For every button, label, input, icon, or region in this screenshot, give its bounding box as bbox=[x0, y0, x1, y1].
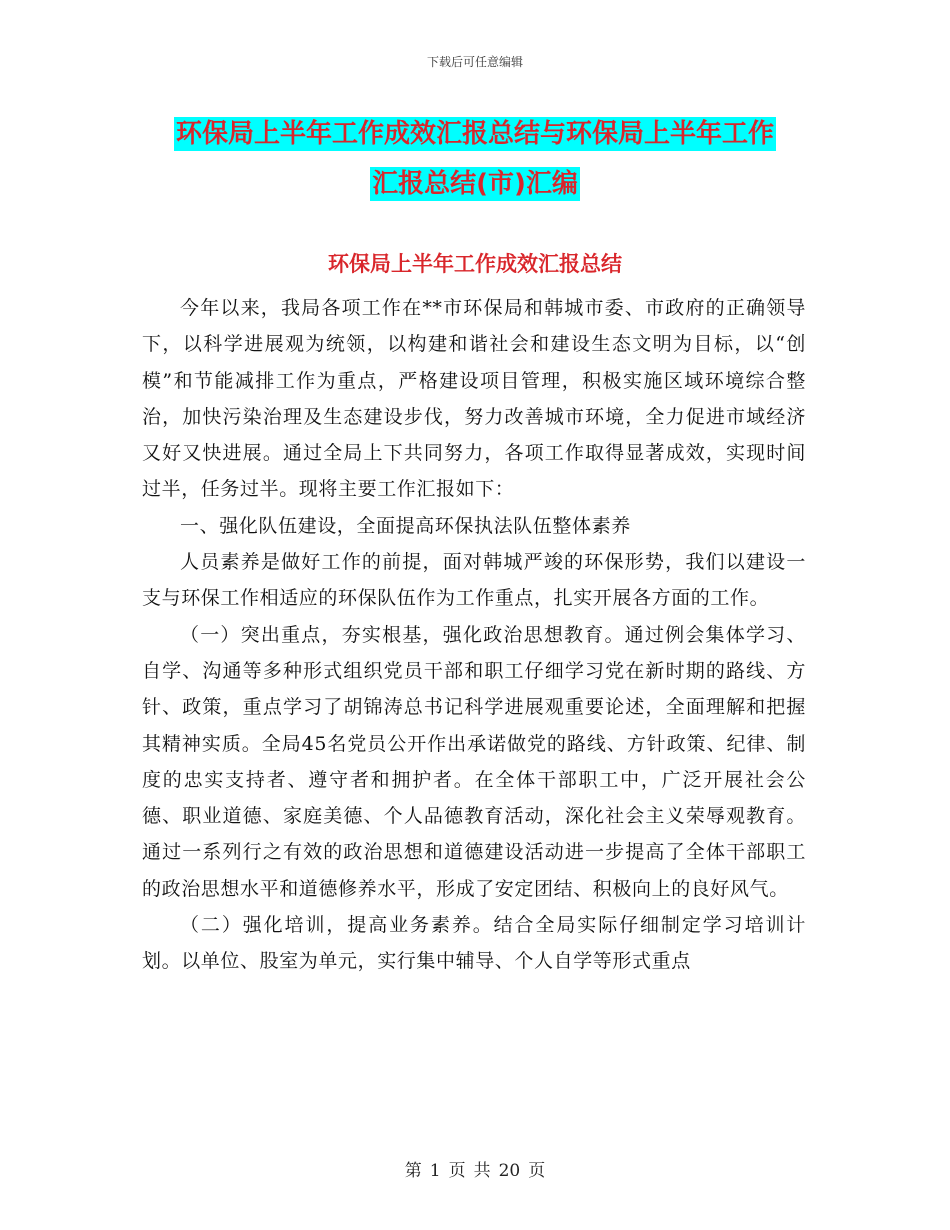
document-title-line-1: 环保局上半年工作成效汇报总结与环保局上半年工作 bbox=[175, 119, 774, 149]
page-current: 1 bbox=[429, 1161, 441, 1181]
document-body bbox=[142, 290, 806, 980]
paragraph-heading-1: 一、强化队伍建设，全面提高环保执法队伍整体素养 bbox=[180, 514, 631, 537]
page-label-total-prefix: 共 bbox=[473, 1161, 491, 1181]
section-title: 环保局上半年工作成效汇报总结 bbox=[328, 252, 622, 276]
page-label-prefix: 第 bbox=[404, 1161, 422, 1181]
paragraph-intro: 今年以来，我局各项工作在**市环保局和韩城市委、市政府的正确领导下，以科学进展观为统领，以构建和谐社会和建设生态文明为目标，以“创模”和节能减排工作为重点，严格建设项目管理，积极实施区域环境综合整治，加快污染治理及生态建设步伐，努力改善城市环境，全力促进市域经济又好又快进展。通过全局上下共同努力，各项工作取得显著成效，实现时间过半，任务过半。现将主要工作汇报如下： bbox=[142, 297, 806, 501]
page-label-suffix: 页 bbox=[528, 1161, 546, 1181]
page-label-mid: 页 bbox=[448, 1161, 466, 1181]
paragraph-body-1: 人员素养是做好工作的前提，面对韩城严竣的环保形势，我们以建设一支与环保工作相适应的环保队伍作为工作重点，扎实开展各方面的工作。 bbox=[142, 551, 806, 610]
page-number-footer bbox=[0, 1156, 950, 1181]
document-title bbox=[140, 109, 810, 209]
document-title-line-2: 汇报总结(市)汇编 bbox=[372, 169, 578, 199]
page-total: 20 bbox=[498, 1161, 521, 1181]
paragraph-subsection-2: （二）强化培训，提高业务素养。结合全局实际仔细制定学习培训计划。以单位、股室为单元，实行集中辅导、个人自学等形式重点 bbox=[142, 914, 806, 973]
paragraph-subsection-1: （一）突出重点，夯实根基，强化政治思想教育。通过例会集体学习、自学、沟通等多种形式组织党员干部和职工仔细学习党在新时期的路线、方针、政策，重点学习了胡锦涛总书记科学进展观重要论述，全面理解和把握其精神实质。全局45名党员公开作出承诺做党的路线、方针政策、纪律、制度的忠实支持者、遵守者和拥护者。在全体干部职工中，广泛开展社会公德、职业道德、家庭美德、个人品德教育活动，深化社会主义荣辱观教育。通过一系列行之有效的政治思想和道德建设活动进一步提高了全体干部职工的政治思想水平和道德修养水平，形成了安定团结、积极向上的良好风气。 bbox=[142, 623, 806, 900]
header-note: 下载后可任意编辑 bbox=[426, 55, 523, 69]
